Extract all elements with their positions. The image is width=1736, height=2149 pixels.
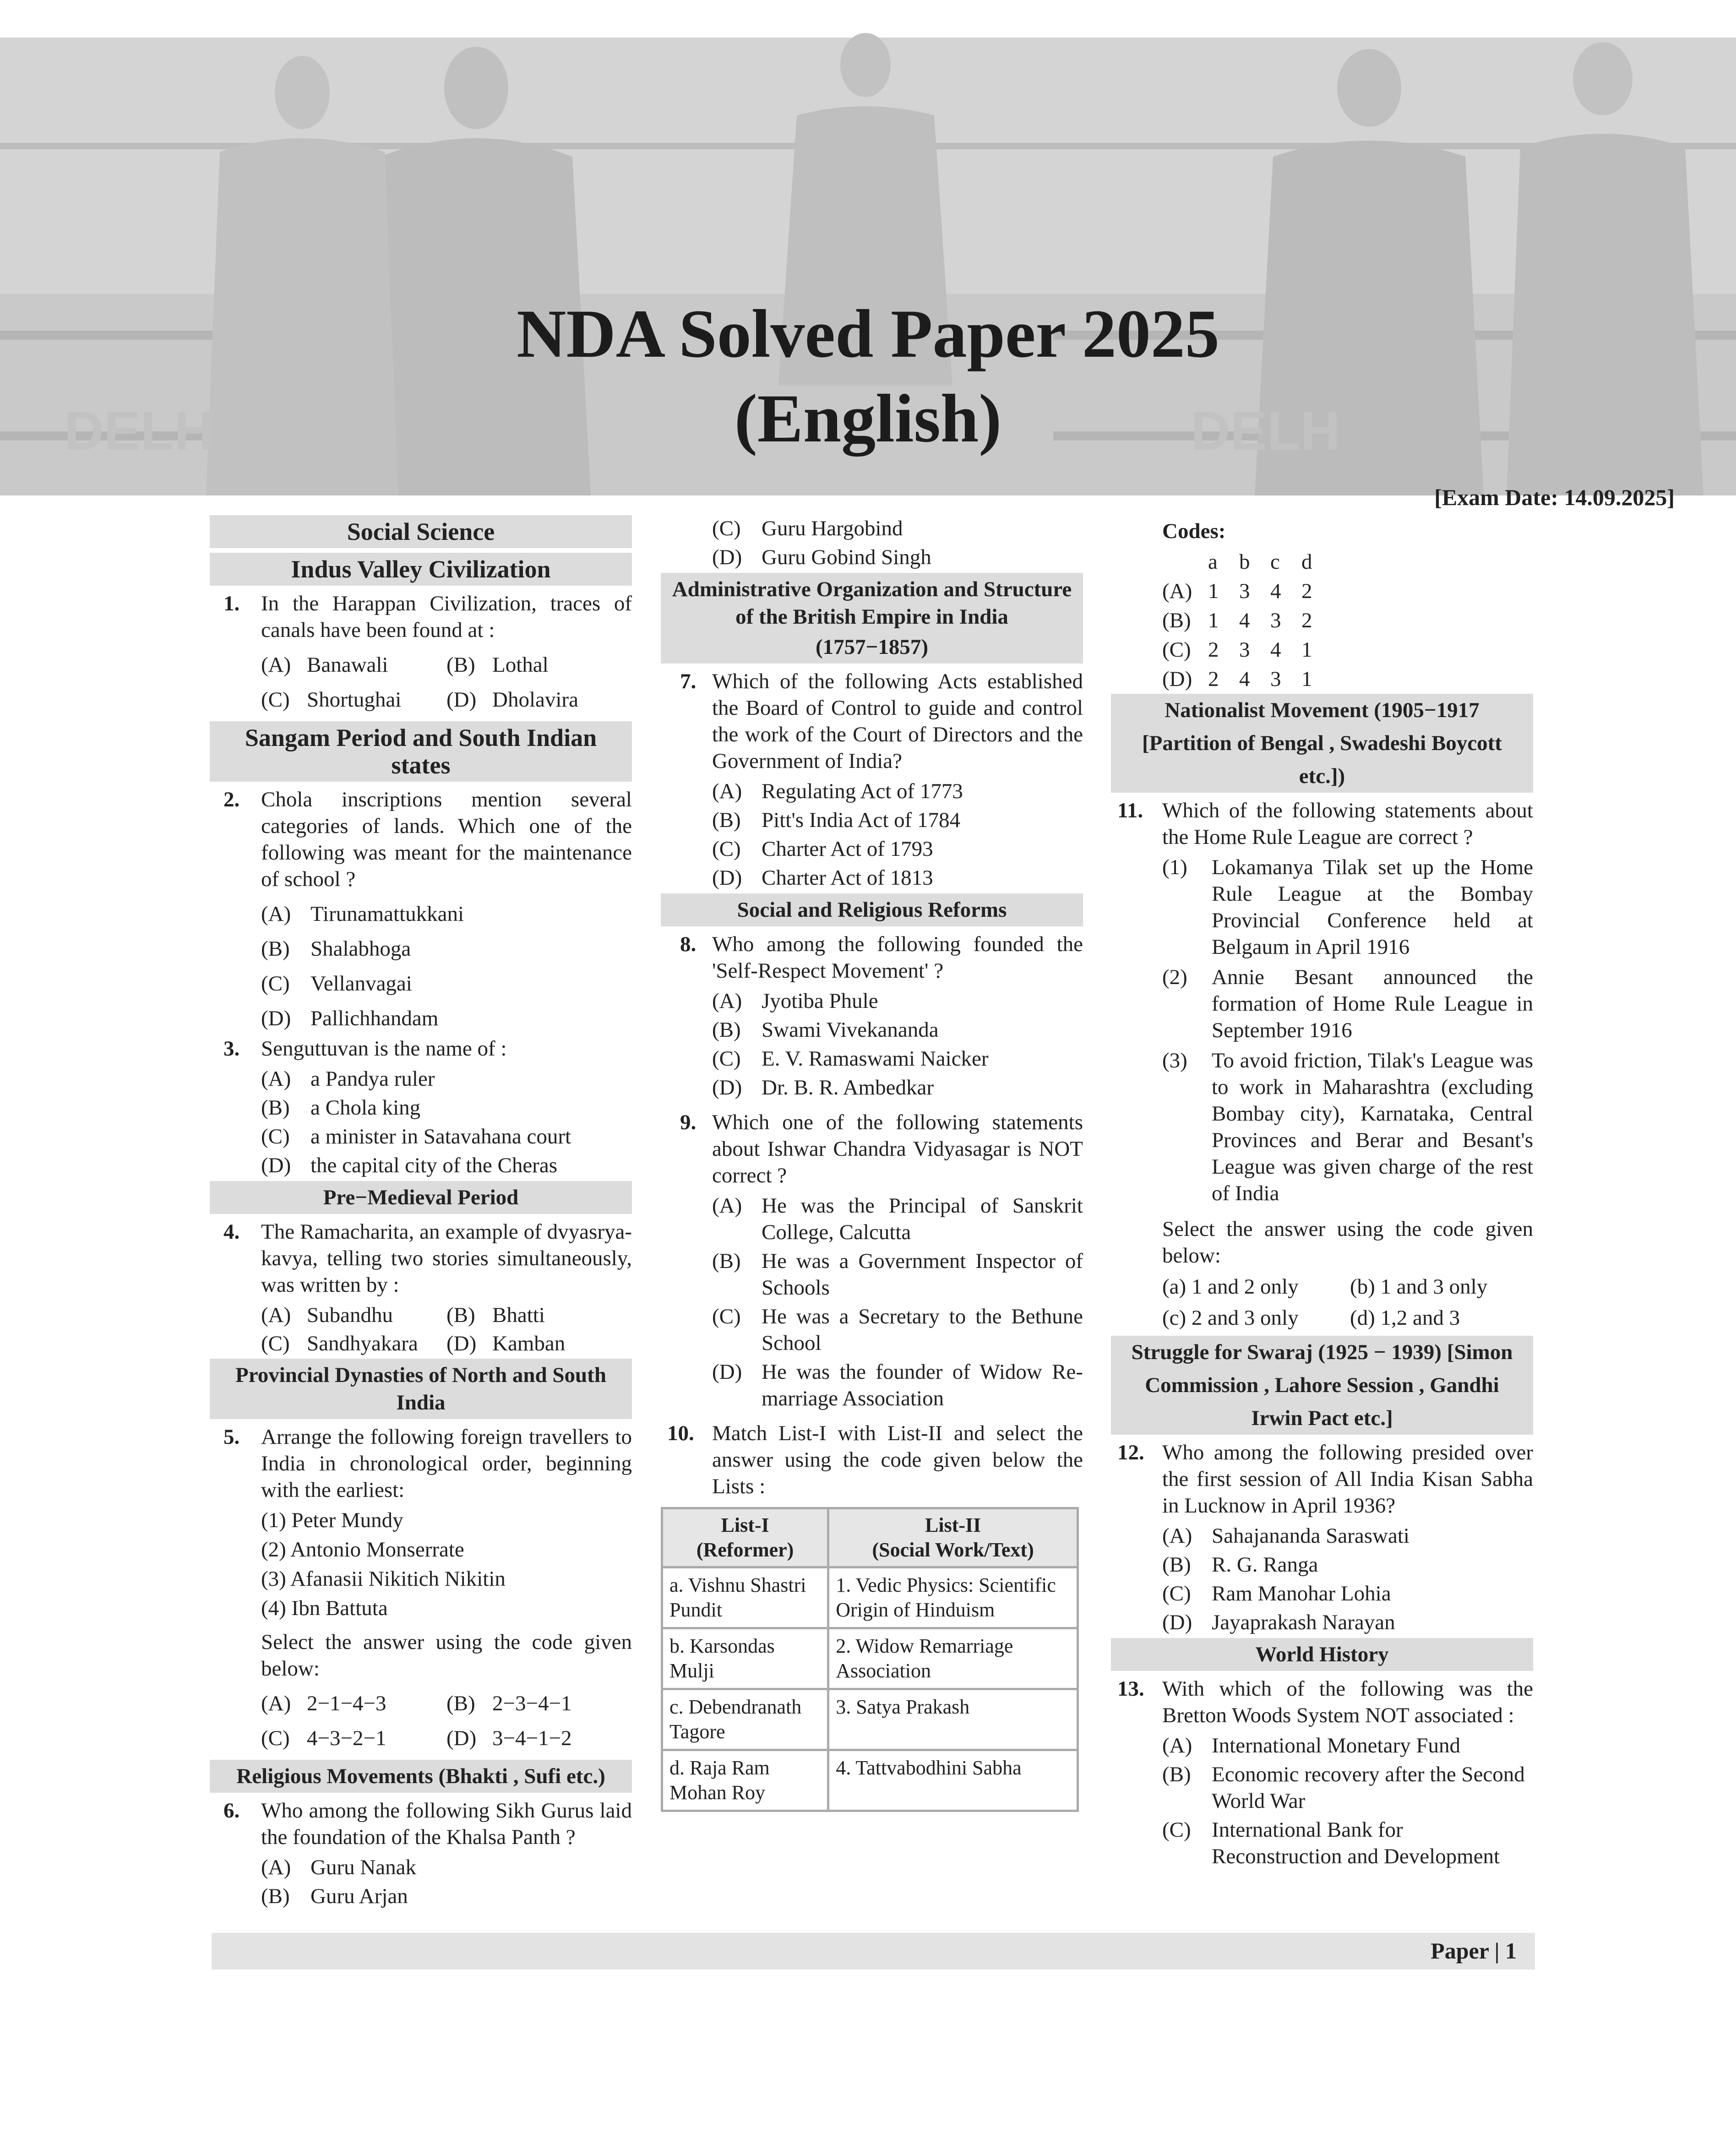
header-banner xyxy=(0,38,1736,510)
section-heading: Social and Religious Reforms xyxy=(661,893,1083,926)
question-8 xyxy=(661,931,1083,984)
instruction: Select the answer using the code given below: xyxy=(1162,1217,1533,1268)
option xyxy=(210,901,632,927)
option xyxy=(661,1192,1083,1246)
question-text: Which one of the following statements about Ishwar Chandra Vidyasagar is NOT correct ? xyxy=(712,1110,1083,1187)
question-6 xyxy=(210,1797,632,1850)
question-number: 3. xyxy=(223,1037,240,1061)
option xyxy=(210,936,632,962)
question-text: Match List-I with List-II and select the answer using the code given below the Lists : xyxy=(712,1421,1083,1498)
option-label: (A) xyxy=(261,1855,291,1879)
section-heading: Provincial Dynasties of North and South India xyxy=(210,1359,632,1419)
codes-header-row xyxy=(1162,547,1533,577)
page-title xyxy=(0,292,1736,461)
option-text: Dr. B. R. Ambedkar xyxy=(762,1076,934,1099)
section-heading-line: Irwin Pact etc.] xyxy=(1251,1406,1393,1430)
header-sublabel: (Social Work/Text) xyxy=(872,1539,1034,1561)
option-text: Sandhyakara xyxy=(307,1332,418,1355)
option-label: (B) xyxy=(1162,1553,1191,1577)
column-header xyxy=(828,1508,1078,1567)
options-row xyxy=(1111,1273,1533,1300)
codes-head: c xyxy=(1270,550,1280,574)
question-number: 2. xyxy=(223,788,240,811)
question-text: Who among the following Sikh Gurus laid the foundation of the Khalsa Panth ? xyxy=(261,1799,632,1849)
question-number: 12. xyxy=(1117,1441,1144,1464)
code-value: 4 xyxy=(1270,579,1281,603)
options-row xyxy=(210,1302,632,1328)
option-text: Regulating Act of 1773 xyxy=(762,779,963,803)
code-value: 3 xyxy=(1239,579,1250,603)
option-text: Sahajananda Saraswati xyxy=(1212,1524,1409,1548)
option-label: (C) xyxy=(712,837,741,861)
option-label: (C) xyxy=(261,972,290,996)
option-label: (A) xyxy=(712,989,742,1013)
option-label: (D) xyxy=(446,688,477,712)
option-label: (C) xyxy=(1162,1582,1191,1605)
svg-text:DELH: DELH xyxy=(1191,400,1340,462)
section-heading-line: Nationalist Movement (1905−1917 xyxy=(1165,698,1480,722)
option-text: He was the founder of Widow Re-marriage Association xyxy=(762,1360,1083,1410)
option-text: the capital city of the Cheras xyxy=(310,1153,557,1177)
option-text: Banawali xyxy=(307,653,388,677)
section-heading: Sangam Period and South Indian states xyxy=(210,721,632,782)
instruction: Select the answer using the code given below: xyxy=(261,1630,632,1681)
option-text: Guru Arjan xyxy=(310,1884,408,1908)
option-text: Tirunamattukkani xyxy=(310,902,464,926)
code-value: 4 xyxy=(1239,667,1250,691)
question-11 xyxy=(1111,797,1533,850)
title-line-2: (English) xyxy=(734,381,1002,457)
section-heading-line: Commission , Lahore Session , Gandhi xyxy=(1145,1373,1499,1397)
column-1 xyxy=(210,515,632,1912)
option xyxy=(661,544,1083,571)
header-sublabel: (Reformer) xyxy=(696,1539,794,1561)
column-header xyxy=(662,1508,828,1567)
option-label: (A) xyxy=(1162,1734,1192,1757)
option-label: (B) xyxy=(446,1692,475,1715)
option-label: (B) xyxy=(261,1096,290,1120)
question-number: 7. xyxy=(680,669,697,693)
option xyxy=(1111,1609,1533,1636)
table-cell: a. Vishnu Shastri Pundit xyxy=(662,1567,828,1628)
option xyxy=(210,1123,632,1150)
option-text: Economic recovery after the Second World War xyxy=(1212,1763,1525,1813)
option-label: (D) xyxy=(446,1332,477,1355)
option xyxy=(1111,1580,1533,1607)
question-10 xyxy=(661,1420,1083,1500)
option xyxy=(1111,1523,1533,1549)
column-3 xyxy=(1111,515,1533,1872)
question-9 xyxy=(661,1109,1083,1189)
option-label: (B) xyxy=(261,937,290,961)
question-number: 4. xyxy=(223,1220,240,1244)
question-text: In the Harappan Civilization, traces of canals have been found at : xyxy=(261,592,632,642)
statement-text: To avoid friction, Tilak's League was to work in Maharashtra (excluding Bombay city), Karnataka, Central Provinces and Berar and Besant's League was given charge of the rest of India xyxy=(1212,1049,1533,1205)
option xyxy=(661,836,1083,862)
options-row xyxy=(210,1725,632,1752)
code-value: 1 xyxy=(1301,638,1312,662)
question-text: Senguttuvan is the name of : xyxy=(261,1037,507,1061)
option-text: a minister in Satavahana court xyxy=(310,1125,571,1148)
option-label: (C) xyxy=(712,1047,741,1071)
option-label: (B) xyxy=(446,653,475,677)
option-label: (D) xyxy=(712,545,742,569)
question-text: Chola inscriptions mention several categories of lands. Which one of the following was meant for the maintenance of school ? xyxy=(261,788,632,891)
option-label: (D) xyxy=(1162,667,1192,691)
codes-label: Codes: xyxy=(1162,519,1226,543)
question-text: With which of the following was the Bretton Woods System NOT associated : xyxy=(1162,1677,1533,1727)
option-label: (A) xyxy=(1162,1524,1192,1548)
option-label: (B) xyxy=(712,1249,741,1273)
option xyxy=(661,1017,1083,1043)
svg-text:DELH: DELH xyxy=(64,400,214,462)
section-heading xyxy=(661,573,1083,664)
question-text: Arrange the following foreign travellers to India in chronological order, beginning with the earliest: xyxy=(261,1425,632,1502)
option-label: (A) xyxy=(712,1194,742,1218)
option-text: Shortughai xyxy=(307,688,402,712)
section-heading-line: Struggle for Swaraj (1925 − 1939) [Simon xyxy=(1131,1340,1513,1364)
table-cell: b. Karsondas Mulji xyxy=(662,1628,828,1689)
option xyxy=(1111,1551,1533,1578)
question-number: 8. xyxy=(680,932,697,956)
list-item: (1) Peter Mundy xyxy=(261,1508,403,1532)
statement xyxy=(1111,1047,1533,1207)
option-text: (d) 1,2 and 3 xyxy=(1350,1306,1460,1330)
option-text: He was the Principal of Sanskrit College, Calcutta xyxy=(762,1194,1083,1244)
option-text: Charter Act of 1793 xyxy=(762,837,933,861)
option xyxy=(661,988,1083,1014)
option xyxy=(1111,1732,1533,1759)
table-row xyxy=(662,1689,1078,1750)
question-number: 10. xyxy=(667,1421,694,1445)
question-text: Which of the following Acts established the Board of Control to guide and control the work of the Court of Directors and the Government of India? xyxy=(712,669,1083,773)
option xyxy=(210,970,632,997)
option-text: Guru Hargobind xyxy=(762,517,903,540)
option-text: 2−1−4−3 xyxy=(307,1692,386,1715)
option-label: (C) xyxy=(261,1332,290,1355)
section-heading xyxy=(1111,694,1533,793)
statement-text: Lokamanya Tilak set up the Home Rule League at the Bombay Provincial Conference held at Belgaum in April 1916 xyxy=(1212,855,1533,959)
table-cell: 2. Widow Remarriage Association xyxy=(828,1628,1078,1689)
options-row xyxy=(1111,1305,1533,1331)
option xyxy=(661,1045,1083,1072)
table-row xyxy=(662,1567,1078,1628)
option-label: (C) xyxy=(261,688,290,712)
option-text: International Monetary Fund xyxy=(1212,1734,1460,1757)
section-heading: Religious Movements (Bhakti , Sufi etc.) xyxy=(210,1760,632,1793)
option-text: Guru Nanak xyxy=(310,1855,417,1879)
question-text: Which of the following statements about the Home Rule League are correct ? xyxy=(1162,799,1533,849)
option-label: (C) xyxy=(1162,1818,1191,1842)
option-text: International Bank for Reconstruction and Development xyxy=(1212,1818,1500,1868)
code-value: 4 xyxy=(1239,609,1250,632)
question-5 xyxy=(210,1424,632,1503)
page-footer xyxy=(212,1933,1535,1969)
option-label: (C) xyxy=(261,1726,290,1750)
option-label: (B) xyxy=(446,1303,475,1327)
section-heading: Social Science xyxy=(210,515,632,548)
section-heading xyxy=(1111,1336,1533,1435)
exam-date: [Exam Date: 14.09.2025] xyxy=(1434,484,1675,510)
option-label: (A) xyxy=(261,1692,291,1715)
header-label: List-I xyxy=(721,1514,769,1536)
option-label: (D) xyxy=(712,866,742,890)
option-text: Guru Gobind Singh xyxy=(762,545,931,569)
option-text: Dholavira xyxy=(492,688,578,712)
option xyxy=(661,1248,1083,1301)
option-text: a Chola king xyxy=(310,1096,421,1120)
code-value: 1 xyxy=(1208,609,1219,632)
code-value: 3 xyxy=(1270,609,1281,632)
codes-row xyxy=(1162,606,1533,635)
options-row xyxy=(210,1330,632,1357)
option-label: (A) xyxy=(1162,579,1192,603)
question-13 xyxy=(1111,1676,1533,1729)
option-label: (C) xyxy=(261,1125,290,1148)
question-text: The Ramacharita, an example of dvyasrya-kavya, telling two stories simultaneously, was written by : xyxy=(261,1220,632,1297)
option-text: (b) 1 and 3 only xyxy=(1350,1275,1488,1299)
option xyxy=(1111,1761,1533,1814)
option-text: 4−3−2−1 xyxy=(307,1726,386,1750)
option-label: (D) xyxy=(1162,1610,1192,1634)
code-value: 2 xyxy=(1208,667,1219,691)
code-value: 1 xyxy=(1208,579,1219,603)
option xyxy=(661,1074,1083,1101)
question-text: Who among the following founded the 'Self-Respect Movement' ? xyxy=(712,932,1083,983)
question-number: 6. xyxy=(223,1799,240,1823)
option-label: (D) xyxy=(261,1006,291,1030)
question-text: Who among the following presided over the first session of All India Kisan Sabha in Lucknow in April 1936? xyxy=(1162,1441,1533,1518)
codes-row xyxy=(1162,577,1533,606)
codes-head: b xyxy=(1239,550,1250,574)
option-text: a Pandya ruler xyxy=(310,1067,435,1091)
question-number: 13. xyxy=(1117,1677,1144,1701)
table-cell: 4. Tattvabodhini Sabha xyxy=(828,1750,1078,1811)
option xyxy=(661,1359,1083,1412)
option xyxy=(661,865,1083,891)
options-row xyxy=(210,686,632,713)
statement-label: (3) xyxy=(1162,1049,1187,1072)
code-value: 2 xyxy=(1208,638,1219,662)
question-number: 9. xyxy=(680,1110,697,1134)
option xyxy=(1111,1817,1533,1870)
question-7 xyxy=(661,668,1083,774)
option-text: Subandhu xyxy=(307,1303,393,1327)
option-text: Swami Vivekananda xyxy=(762,1018,939,1042)
question-12 xyxy=(1111,1439,1533,1519)
option-text: Vellanvagai xyxy=(310,972,412,996)
match-table xyxy=(661,1507,1079,1812)
code-value: 4 xyxy=(1270,638,1281,662)
code-value: 3 xyxy=(1239,638,1250,662)
option-label: (D) xyxy=(446,1726,477,1750)
list-item: (4) Ibn Battuta xyxy=(261,1596,388,1620)
table-cell: 3. Satya Prakash xyxy=(828,1689,1078,1750)
option-text: (c) 2 and 3 only xyxy=(1162,1306,1299,1330)
question-2 xyxy=(210,786,632,892)
question-number: 1. xyxy=(223,592,240,615)
option-text: Kamban xyxy=(492,1332,566,1355)
statement xyxy=(1111,854,1533,960)
option xyxy=(661,778,1083,805)
option-label: (C) xyxy=(712,517,741,540)
table-row xyxy=(662,1628,1078,1689)
option-text: Pallichhandam xyxy=(310,1006,439,1030)
statement-text: Annie Besant announced the formation of Home Rule League in September 1916 xyxy=(1212,965,1533,1042)
option-label: (C) xyxy=(712,1305,741,1328)
table-cell: 1. Vedic Physics: Scientific Origin of Hinduism xyxy=(828,1567,1078,1628)
list-item: (3) Afanasii Nikitich Nikitin xyxy=(261,1567,506,1591)
option-label: (B) xyxy=(712,1018,741,1042)
codes-row xyxy=(1162,664,1533,694)
option xyxy=(210,1152,632,1179)
statement xyxy=(1111,964,1533,1044)
code-value: 2 xyxy=(1301,609,1312,632)
option-label: (D) xyxy=(712,1076,742,1099)
question-3 xyxy=(210,1035,632,1062)
option-text: Lothal xyxy=(492,653,549,677)
table-header-row xyxy=(662,1508,1078,1567)
section-heading-line: [Partition of Bengal , Swadeshi Boycott xyxy=(1142,731,1502,755)
option-label: (D) xyxy=(712,1360,742,1384)
section-heading-text: Administrative Organization and Structure of the British Empire in India xyxy=(672,577,1072,629)
option-text: He was a Secretary to the Bethune School xyxy=(762,1305,1083,1355)
statement-label: (1) xyxy=(1162,855,1187,879)
options-row xyxy=(210,1690,632,1717)
option-text: (a) 1 and 2 only xyxy=(1162,1275,1299,1299)
section-heading-line: etc.]) xyxy=(1299,764,1345,788)
list-item: (2) Antonio Monserrate xyxy=(261,1538,464,1561)
section-heading: World History xyxy=(1111,1638,1533,1671)
header-label: List-II xyxy=(925,1514,981,1536)
table-row xyxy=(662,1750,1078,1811)
option-label: (A) xyxy=(712,779,742,803)
option-label: (B) xyxy=(261,1884,290,1908)
question-number: 11. xyxy=(1117,799,1143,822)
codes-row xyxy=(1162,635,1533,664)
table-cell: c. Debendranath Tagore xyxy=(662,1689,828,1750)
option-text: Jyotiba Phule xyxy=(762,989,878,1013)
table-cell: d. Raja Ram Mohan Roy xyxy=(662,1750,828,1811)
section-heading-years: (1757−1857) xyxy=(815,635,929,659)
option-text: Bhatti xyxy=(492,1303,545,1327)
section-heading: Indus Valley Civilization xyxy=(210,553,632,586)
option-label: (A) xyxy=(261,1067,291,1091)
section-heading: Pre−Medieval Period xyxy=(210,1181,632,1214)
option-label: (B) xyxy=(1162,609,1191,632)
option-label: (C) xyxy=(1162,638,1191,662)
option-text: R. G. Ranga xyxy=(1212,1553,1318,1577)
option xyxy=(661,807,1083,833)
option-text: Jayaprakash Narayan xyxy=(1212,1610,1395,1634)
code-value: 3 xyxy=(1270,667,1281,691)
column-2 xyxy=(661,515,1083,1812)
option xyxy=(210,1854,632,1881)
option-label: (B) xyxy=(1162,1763,1191,1786)
page-number: Paper | 1 xyxy=(1431,1938,1517,1964)
statement-label: (2) xyxy=(1162,965,1187,989)
option-text: Pitt's India Act of 1784 xyxy=(762,808,961,832)
title-line-1: NDA Solved Paper 2025 xyxy=(517,296,1219,372)
question-4 xyxy=(210,1219,632,1298)
option xyxy=(210,1066,632,1092)
option-text: He was a Government Inspector of Schools xyxy=(762,1249,1083,1300)
code-value: 2 xyxy=(1301,579,1312,603)
option-label: (A) xyxy=(261,902,291,926)
option-label: (B) xyxy=(712,808,741,832)
option-text: E. V. Ramaswami Naicker xyxy=(762,1047,989,1071)
option-label: (A) xyxy=(261,1303,291,1327)
question-number: 5. xyxy=(223,1425,240,1449)
option-text: Shalabhoga xyxy=(310,937,411,961)
option xyxy=(210,1005,632,1032)
option-text: 2−3−4−1 xyxy=(492,1692,572,1715)
option xyxy=(210,1094,632,1121)
codes-grid xyxy=(1111,547,1533,694)
option-label: (D) xyxy=(261,1153,291,1177)
option-label: (A) xyxy=(261,653,291,677)
option-text: 3−4−1−2 xyxy=(492,1726,572,1750)
option xyxy=(210,1883,632,1910)
option-text: Charter Act of 1813 xyxy=(762,866,933,890)
codes-head: d xyxy=(1301,550,1312,574)
options-row xyxy=(210,652,632,678)
option xyxy=(661,1303,1083,1356)
code-value: 1 xyxy=(1301,667,1312,691)
codes-head: a xyxy=(1208,550,1218,574)
option xyxy=(661,515,1083,542)
question-1 xyxy=(210,590,632,643)
option-text: Ram Manohar Lohia xyxy=(1212,1582,1391,1605)
